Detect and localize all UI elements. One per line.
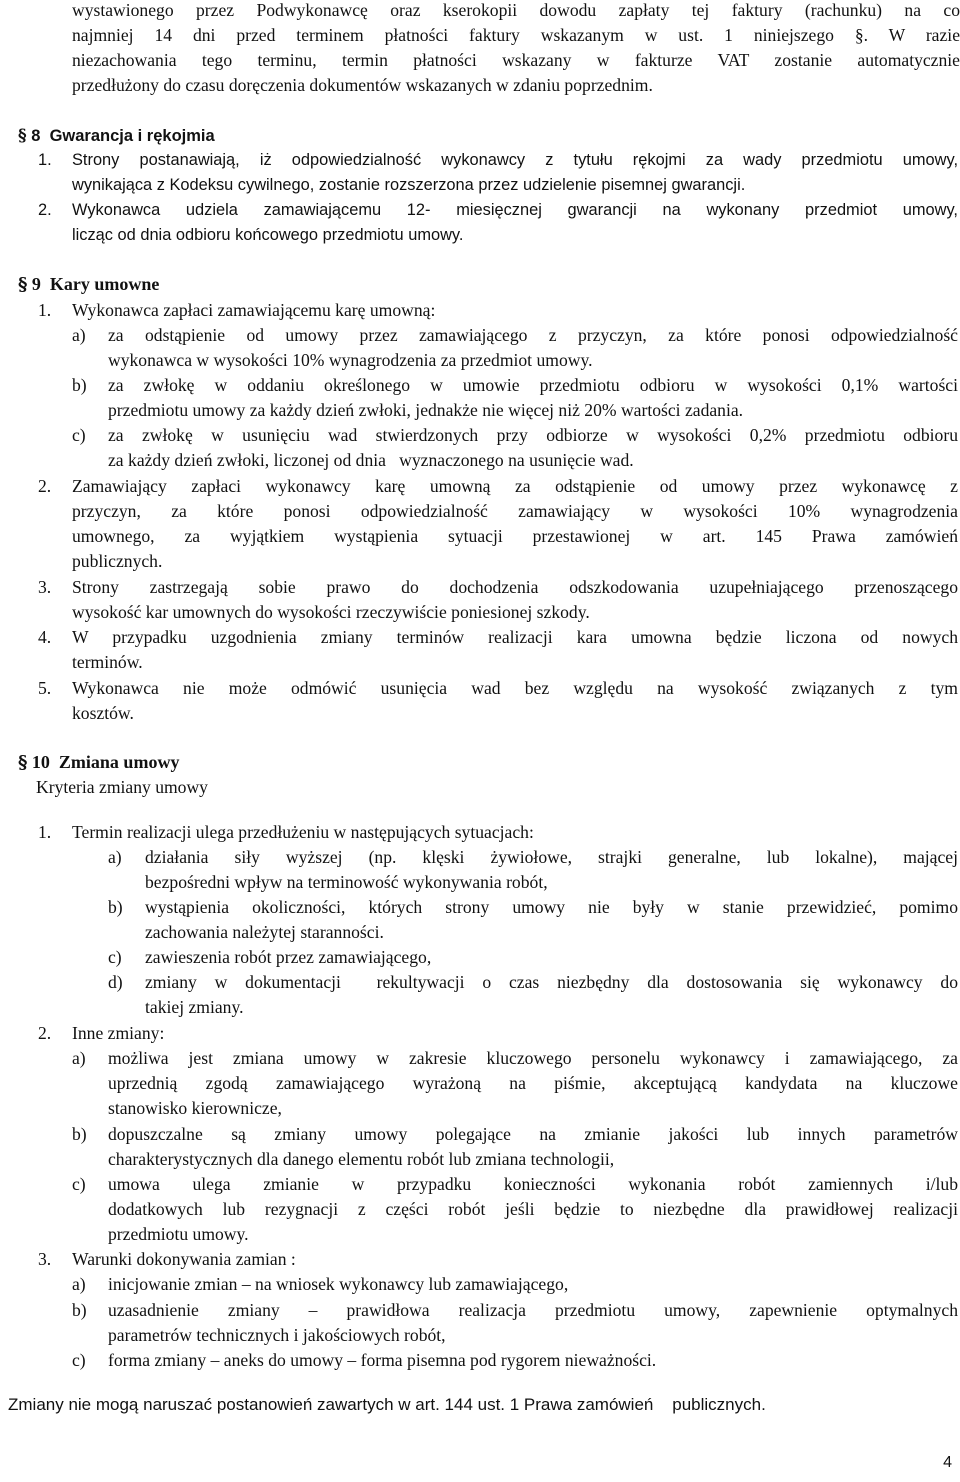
intro-line: najmniej 14 dni przed terminem płatności faktury wskazanym w ust. 1 niniejszego §. W razie — [72, 25, 960, 45]
s10-p3-text: Warunki dokonywania zamian : — [72, 1249, 296, 1269]
page-number: 4 — [943, 1454, 952, 1471]
s10-p2c-line: umowa ulega zmianie w przypadku konieczności wykonania robót zamiennych i/lub — [108, 1174, 958, 1194]
s9-p2-line: umownego, za wyjątkiem wystąpienia sytuacji przestawionej w art. 145 Prawa zamówień — [72, 526, 958, 546]
s10-p3b-line: parametrów technicznych i jakościowych robót, — [108, 1325, 446, 1345]
s9-a-line: wykonawca w wysokości 10% wynagrodzenia za przedmiot umowy. — [108, 350, 593, 370]
section-symbol: § — [18, 126, 27, 145]
s9-p1-text: Wykonawca zapłaci zamawiającemu karę umowną: — [72, 300, 436, 320]
item-number: 4. — [38, 627, 52, 647]
s10-p2c-line: dodatkowych lub rezygnacji z części robót jeśli będzie to niezbędne dla prawidłowej realizacji — [108, 1199, 958, 1219]
s9-p2-line: przyczyn, za które ponosi odpowiedzialność zamawiający w wysokości 10% wynagrodzenia — [72, 501, 958, 521]
sub-item-marker: c) — [72, 425, 86, 445]
sub-item-marker: d) — [108, 972, 123, 992]
s9-p2-line: publicznych. — [72, 551, 163, 571]
s10-p1a-line: działania siły wyższej (np. klęski żywiołowe, strajki generalne, lub lokalne), mającej — [145, 847, 958, 867]
s9-p5-line: kosztów. — [72, 703, 134, 723]
s10-p2c-line: przedmiotu umowy. — [108, 1224, 249, 1244]
intro-line: przedłużony do czasu doręczenia dokumentów wskazanych w zdaniu poprzednim. — [72, 75, 653, 95]
section-10-subheading: Kryteria zmiany umowy — [36, 777, 208, 797]
s10-p2a-line: uprzednią zgodą zamawiającego wyrażoną na piśmie, akceptującą kandydata na kluczowe — [108, 1073, 958, 1093]
sub-item-marker: b) — [72, 1124, 87, 1144]
s9-c-line: za każdy dzień zwłoki, liczonej od dnia wyznaczonego na usunięcie wad. — [108, 450, 634, 470]
sub-item-marker: a) — [72, 325, 86, 345]
s10-p2a-line: możliwa jest zmiana umowy w zakresie kluczowego personelu wykonawcy i zamawiającego, za — [108, 1048, 958, 1068]
s9-p3-line: Strony zastrzegają sobie prawo do dochodzenia odszkodowania uzupełniającego przenoszącego — [72, 577, 958, 597]
item-number: 3. — [38, 577, 52, 597]
item-number: 2. — [38, 476, 52, 496]
closing-statement: Zmiany nie mogą naruszać postanowień zawartych w art. 144 ust. 1 Prawa zamówień publicznych. — [8, 1395, 766, 1414]
s8-p1-line: Strony postanawiają, iż odpowiedzialność wykonawcy z tytułu rękojmi za wady przedmiotu umowy, — [72, 151, 958, 169]
sub-item-marker: b) — [72, 375, 87, 395]
s10-p3a-line: inicjowanie zmian – na wniosek wykonawcy lub zamawiającego, — [108, 1274, 569, 1294]
s10-p1b-line: wystąpienia okoliczności, których strony umowy nie były w stanie przewidzieć, pomimo — [145, 897, 958, 917]
s9-a-line: za odstąpienie od umowy przez zamawiającego z przyczyn, za które ponosi odpowiedzialność — [108, 325, 958, 345]
item-number: 2. — [38, 1023, 52, 1043]
item-number: 5. — [38, 678, 52, 698]
s10-p2b-line: dopuszczalne są zmiany umowy polegające na zmianie jakości lub innych parametrów — [108, 1124, 958, 1144]
sub-item-marker: c) — [72, 1174, 86, 1194]
intro-line: niezachowania tego terminu, termin płatności wskazany w fakturze VAT zostanie automatycznie — [72, 50, 960, 70]
s9-b-line: przedmiotu umowy za każdy dzień zwłoki, jednakże nie więcej niż 20% wartości zadania. — [108, 400, 744, 420]
s10-p1a-line: bezpośredni wpływ na terminowość wykonywania robót, — [145, 872, 548, 892]
sub-item-marker: a) — [108, 847, 122, 867]
intro-line: wystawionego przez Podwykonawcę oraz kserokopii dowodu zapłaty tej faktury (rachunku) na co — [72, 0, 960, 20]
s9-p2-line: Zamawiający zapłaci wykonawcy karę umowną za odstąpienie od umowy przez wykonawcę z — [72, 476, 958, 496]
s10-p2a-line: stanowisko kierownicze, — [108, 1098, 282, 1118]
s8-p2-line: Wykonawca udziela zamawiającemu 12- miesięcznej gwarancji na wykonany przedmiot umowy, — [72, 201, 958, 219]
section-8-heading — [18, 123, 215, 149]
s9-p4-line: W przypadku uzgodnienia zmiany terminów realizacji kara umowna będzie liczona od nowych — [72, 627, 958, 647]
section-10-title: 10 Zmiana umowy — [31, 752, 180, 772]
sub-item-marker: b) — [108, 897, 123, 917]
s9-c-line: za zwłokę w usunięciu wad stwierdzonych przy odbiorze w wysokości 0,2% przedmiotu odbioru — [108, 425, 958, 445]
s9-p4-line: terminów. — [72, 652, 143, 672]
section-symbol: § — [18, 752, 28, 773]
item-number: 1. — [38, 151, 52, 169]
item-number: 2. — [38, 201, 52, 219]
s9-p5-line: Wykonawca nie może odmówić usunięcia wad bez względu na wysokość związanych z tym — [72, 678, 958, 698]
sub-item-marker: a) — [72, 1274, 86, 1294]
intro-paragraph — [72, 0, 960, 98]
s10-p3b-line: uzasadnienie zmiany – prawidłowa realizacja przedmiotu umowy, zapewnienie optymalnych — [108, 1300, 958, 1320]
s10-p2b-line: charakterystycznych dla danego elementu robót lub zmiana technologii, — [108, 1149, 615, 1169]
s9-b-line: za zwłokę w oddaniu określonego w umowie przedmiotu odbioru w wysokości 0,1% wartości — [108, 375, 958, 395]
s10-p1-text: Termin realizacji ulega przedłużeniu w następujących sytuacjach: — [72, 822, 534, 842]
s8-p2-line: licząc od dnia odbioru końcowego przedmiotu umowy. — [72, 226, 464, 244]
section-9-heading — [18, 272, 159, 297]
section-9-title: 9 Kary umowne — [31, 274, 160, 294]
item-number: 3. — [38, 1249, 52, 1269]
s8-p1-line: wynikająca z Kodeksu cywilnego, zostanie rozszerzona przez udzielenie pisemnej gwarancji. — [72, 176, 746, 194]
item-number: 1. — [38, 300, 52, 320]
section-symbol: § — [18, 274, 28, 295]
sub-item-marker: b) — [72, 1300, 87, 1320]
section-10-heading — [18, 750, 179, 775]
s10-p2-text: Inne zmiany: — [72, 1023, 165, 1043]
sub-item-marker: c) — [72, 1350, 86, 1370]
section-8-title: 8 Gwarancja i rękojmia — [31, 127, 215, 145]
s10-p1d-line: takiej zmiany. — [145, 997, 244, 1017]
s10-p3c-line: forma zmiany – aneks do umowy – forma pisemna pod rygorem nieważności. — [108, 1350, 657, 1370]
sub-item-marker: a) — [72, 1048, 86, 1068]
sub-item-marker: c) — [108, 947, 122, 967]
s10-p1c-line: zawieszenia robót przez zamawiającego, — [145, 947, 432, 967]
s10-p1d-line: zmiany w dokumentacji rekultywacji o czas niezbędny dla dostosowania się wykonawcy do — [145, 972, 958, 992]
s9-p3-line: wysokość kar umownych do wysokości rzeczywiście poniesionej szkody. — [72, 602, 590, 622]
s10-p1b-line: zachowania należytej staranności. — [145, 922, 384, 942]
item-number: 1. — [38, 822, 52, 842]
